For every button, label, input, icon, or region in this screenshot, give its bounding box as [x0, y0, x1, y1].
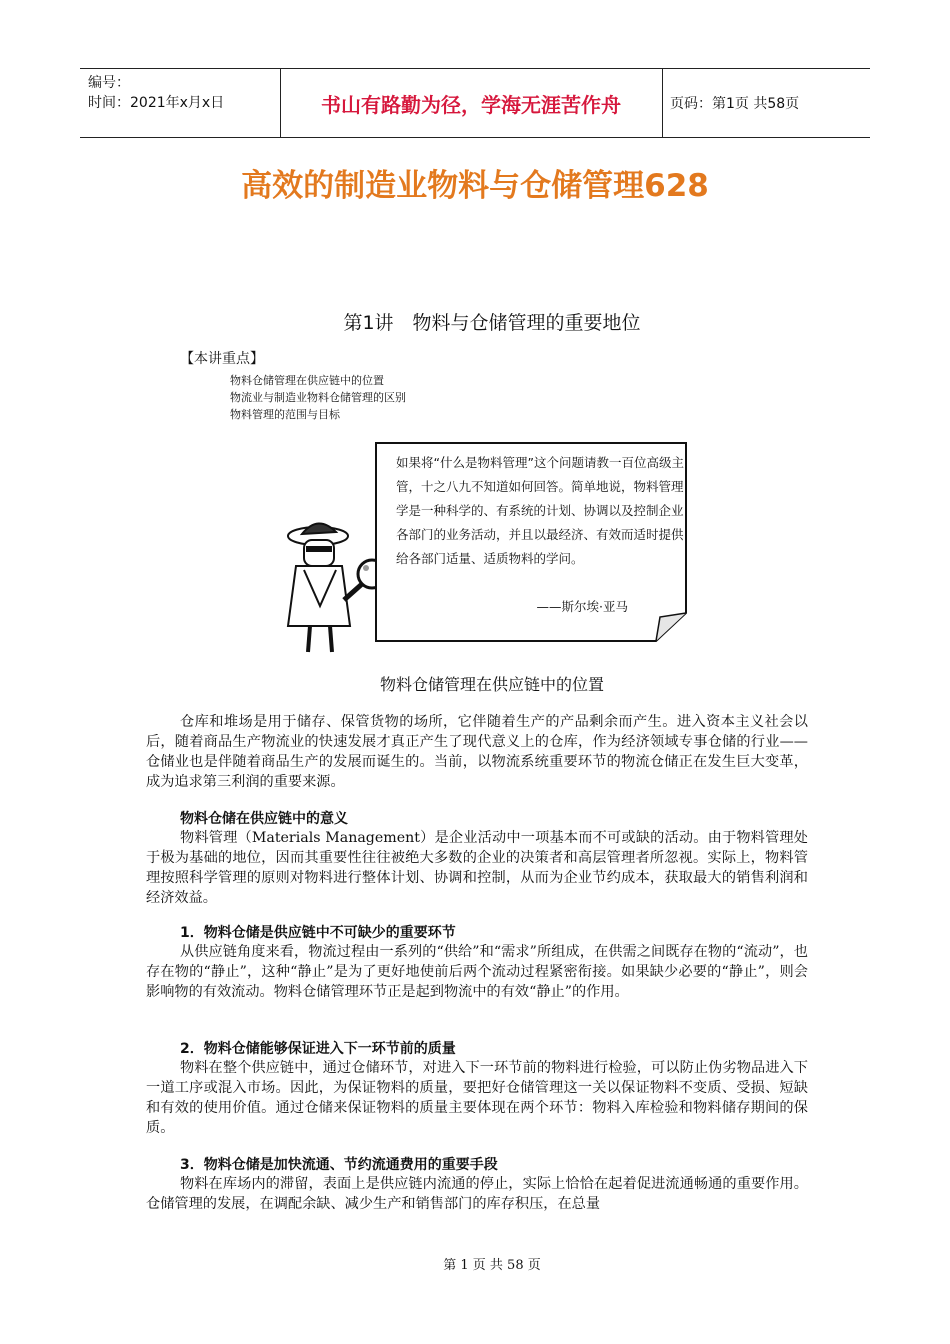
page-footer: 第 1 页 共 58 页: [443, 1258, 541, 1273]
document-header: [80, 68, 870, 138]
focus-item: 物料仓储管理在供应链中的位置: [230, 374, 384, 387]
header-time: 时间：2021年x月x日: [88, 95, 225, 111]
header-meta: [88, 73, 224, 113]
subsection-heading: 3．物料仓储是加快流通、节约流通费用的重要手段: [180, 1157, 498, 1173]
body-paragraph: 从供应链角度来看，物流过程由一系列的“供给”和“需求”所组成，在供需之间既存在物的“流动”，也存在物的“静止”，这种“静止”是为了更好地使前后两个流动过程紧密衔接。如果缺少必要的“静止”，则会影响物的有效流动。物料仓储管理环节正是起到物流中的有效“静止”的作用。: [146, 944, 808, 1000]
lecture-title: 第1讲 物料与仓储管理的重要地位: [343, 312, 641, 334]
subsection-heading: 2．物料仓储能够保证进入下一环节前的质量: [180, 1041, 456, 1057]
section-heading: 物料仓储管理在供应链中的位置: [379, 675, 604, 694]
body-paragraph: 物料管理（Materials Management）是企业活动中一项基本而不可或缺的活动。由于物料管理处于极为基础的地位，因而其重要性往往被绝大多数的企业的决策者和高层管理者所忽视。实际上，物料管理按照科学管理的原则对物料进行整体计划、协调和控制，从而为企业节约成本，获取最大的销售利润和经济效益。: [146, 830, 808, 906]
document-title: 高效的制造业物料与仓储管理628: [241, 168, 709, 204]
focus-list: [230, 372, 406, 423]
focus-item: 物料管理的范围与目标: [230, 408, 340, 421]
header-page-info: 页码：第1页 共58页: [670, 96, 800, 112]
focus-heading: 【本讲重点】: [180, 351, 264, 367]
body-paragraph: 物料在库场内的滞留，表面上是供应链内流通的停止，实际上恰恰在起着促进流通畅通的重要作用。仓储管理的发展，在调配余缺、减少生产和销售部门的库存积压，在总量: [146, 1176, 808, 1212]
quote-box: [372, 441, 690, 643]
header-number: 编号：: [88, 75, 130, 91]
focus-item: 物流业与制造业物料仓储管理的区别: [230, 391, 406, 404]
quote-author: ——斯尔埃·亚马: [536, 599, 628, 614]
quote-text: 如果将“什么是物料管理”这个问题请教一百位高级主管，十之八九不知道如何回答。简单地说，物料管理学是一种科学的、有系统的计划、协调以及控制企业各部门的业务活动，并且以最经济、有效而适时提供给各部门适量、适质物料的学问。: [396, 455, 684, 566]
intro-paragraph: 仓库和堆场是用于储存、保管货物的场所，它伴随着生产的产品剩余而产生。进入资本主义社会以后，随着商品生产物流业的快速发展才真正产生了现代意义上的仓库，作为经济领域专事仓储的行业——仓储业也是伴随着商品生产的发展而诞生的。当前，以物流系统重要环节的物流仓储正在发生巨大变革，成为追求第三利润的重要来源。: [146, 714, 808, 790]
header-divider: [662, 69, 663, 137]
subsection-heading: 1．物料仓储是供应链中不可缺少的重要环节: [180, 925, 456, 941]
subsection-heading: 物料仓储在供应链中的意义: [180, 811, 348, 827]
body-paragraph: 物料在整个供应链中，通过仓储环节，对进入下一环节前的物料进行检验，可以防止伪劣物品进入下一道工序或混入市场。因此，为保证物料的质量，要把好仓储管理这一关以保证物料不变质、受损、短缺和有效的使用价值。通过仓储来保证物料的质量主要体现在两个环节：物料入库检验和物料储存期间的保质。: [146, 1060, 808, 1136]
header-motto: 书山有路勤为径，学海无涯苦作舟: [321, 92, 621, 117]
